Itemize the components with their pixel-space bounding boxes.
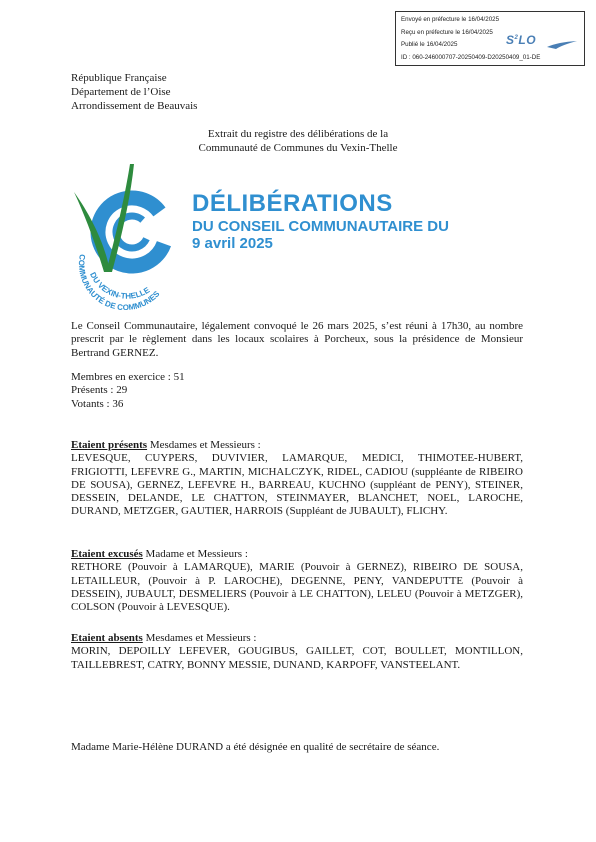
s2lo-swoosh-icon: [546, 40, 578, 50]
document-title: DÉLIBÉRATIONS: [192, 190, 393, 217]
members-count: Membres en exercice : 51: [71, 371, 185, 383]
s2lo-logo: $S^2LO$: [506, 33, 537, 47]
present-section: [71, 439, 523, 519]
excused-names: RETHORE (Pouvoir à LAMARQUE), MARIE (Pouvoir à GERNEZ), RIBEIRO DE SOUSA, LETAILLEUR, (Pouvoir à P. LAROCHE), DEGENNE, PENY, VANDEPUTTE (Pouvoir à DESSEIN), JUBAULT, DESMELIERS (Pouvoir à LE CHATTON), LELEU (Pouvoir à METZGER), COLSON (Pouvoir à LEVESQUE).: [71, 561, 523, 614]
logo-text-top: COMMUNAUTÉ DE COMMUNES: [76, 253, 162, 310]
secretary-paragraph: Madame Marie-Hélène DURAND a été désignée en qualité de secrétaire de séance.: [71, 741, 440, 753]
attendance-stats: [71, 371, 185, 411]
excused-salutation: Madame et Messieurs :: [142, 548, 248, 560]
excused-heading: Etaient excusés: [71, 548, 143, 560]
prefecture-stamp: [395, 11, 585, 66]
present-salutation: Mesdames et Messieurs :: [147, 439, 261, 451]
absent-names: MORIN, DEPOILLY LEFEVER, GOUGIBUS, GAILLET, COT, BOULLET, MONTILLON, TAILLEBREST, CATRY, BONNY MESSIE, DUNAND, KARPOFF, VANSTEELANT.: [71, 645, 523, 671]
registry-extract-title: [0, 127, 596, 155]
stamp-id-line: ID : 060-246000707-20250409-D20250409_01-DE: [401, 53, 541, 61]
logo-text-bottom: DU VEXIN-THELLE: [88, 270, 152, 301]
meeting-date: 9 avril 2025: [192, 235, 273, 252]
department-line: Département de l’Oise: [71, 86, 171, 98]
present-heading: Etaient présents: [71, 439, 148, 451]
deliberation-title-block: [192, 190, 449, 252]
excused-section: [71, 548, 523, 614]
stamp-sent-line: Envoyé en préfecture le 16/04/2025: [401, 16, 500, 23]
country-line: République Française: [71, 72, 167, 84]
present-names: LEVESQUE, CUYPERS, DUVIVIER, LAMARQUE, MEDICI, THIMOTEE-HUBERT, FRIGIOTTI, LEFEVRE G., MARTIN, MICHALCZYK, RIDEL, CADIOU (suppléante de RIBEIRO DE SOUSA), GERNEZ, LEFEVRE H., BARREAU, KUCHNO (suppléant de PENY), STEINER, DESSEIN, DELANDE, LE CHATTON, STEINMAYER, BLANCHET, NOEL, LAROCHE, DURAND, METZGER, GAUTIER, HARROIS (Suppléant de JUBAULT), FLICHY.: [71, 452, 523, 518]
absent-salutation: Mesdames et Messieurs :: [142, 632, 257, 644]
stamp-published-line: Publié le 16/04/2025: [401, 41, 458, 48]
absent-section: [71, 632, 523, 672]
document-subtitle: DU CONSEIL COMMUNAUTAIRE DU: [192, 218, 449, 235]
community-logo: [58, 162, 188, 310]
district-line: Arrondissement de Beauvais: [71, 100, 198, 112]
intro-paragraph: Le Conseil Communautaire, légalement convoqué le 26 mars 2025, s’est réuni à 17h30, au nombre prescrit par le règlement dans les locaux scolaires à Porcheux, sous la présidence de Monsieur Bertrand GERNEZ.: [71, 320, 523, 359]
registry-line-2: Communauté de Communes du Vexin-Thelle: [198, 142, 398, 154]
stamp-received-line: Reçu en préfecture le 16/04/2025: [401, 28, 493, 36]
voters-count: Votants : 36: [71, 397, 124, 410]
absent-heading: Etaient absents: [71, 632, 143, 644]
present-count: Présents : 29: [71, 384, 128, 397]
administrative-header: [71, 71, 197, 113]
registry-line-1: Extrait du registre des délibérations de la: [207, 128, 389, 140]
